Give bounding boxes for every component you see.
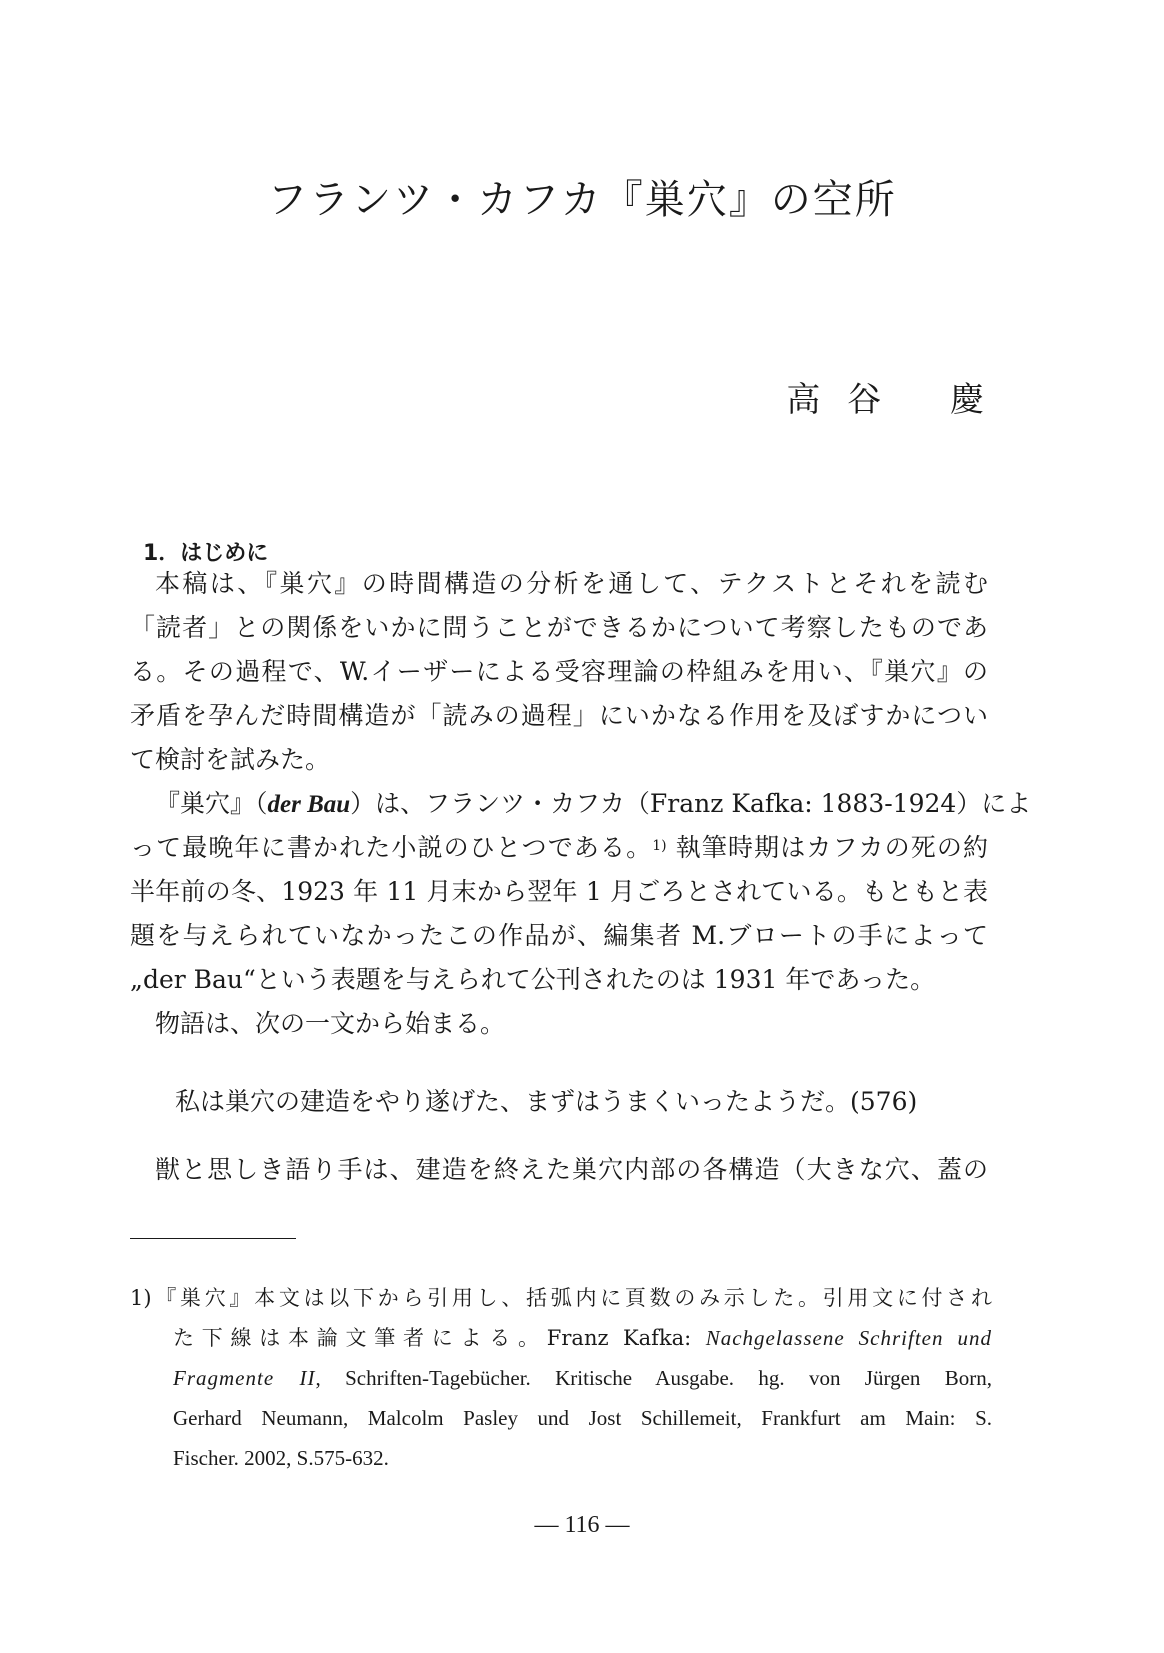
footnote-line-3 [173,1358,992,1398]
body-line-2: 「読者」との関係をいかに問うことができるかについて考察したものであ [130,613,988,642]
para4-line: 獣と思しき語り手は、建造を終えた巣穴内部の各構造（大きな穴、蓋の [155,1155,988,1184]
para2-line-3: 半年前の冬、1923 年 11 月末から翌年 1 月ごろとされている。もともと表 [130,877,988,906]
para2-line-2 [130,826,988,870]
body-line-5: て検討を試みた。 [130,745,331,774]
footnote-line-2 [173,1318,992,1358]
body-line-1: 本稿は、『巣穴』の時間構造の分析を通して、テクストとそれを読む [155,569,988,598]
para2-line-5: „der Bau“という表題を与えられて公刊されたのは 1931 年であった。 [130,965,936,994]
body-line-4: 矛盾を孕んだ時間構造が「読みの過程」にいかなる作用を及ぼすかについ [130,701,988,730]
footnote-ref: 1) [652,838,667,854]
para2-line-2b: 執筆時期はカフカの死の約 [666,833,988,862]
author-name: 高 谷 慶 [786,380,992,420]
footnote-line-2a: た下線は本論文筆者による。Franz Kafka: [173,1326,706,1350]
footnote-line-1: 1)『巣穴』本文は以下から引用し、括弧内に頁数のみ示した。引用文に付され [130,1286,992,1310]
section-heading: 1．はじめに [143,541,269,566]
para2-line-1a: 『巣穴』（ [155,789,268,818]
footnote-line-3b: , Schriften-Tagebücher. Kritische Ausgabe. hg. von Jürgen Born, [315,1366,992,1390]
block-quote: 私は巣穴の建造をやり遂げた、まずはうまくいったようだ。(576) [175,1087,918,1116]
footnote-line-5: Fischer. 2002, S.575-632. [173,1446,389,1470]
para3-line: 物語は、次の一文から始まる。 [155,1009,506,1038]
body-line-3: る。その過程で、W.イーザーによる受容理論の枠組みを用い、『巣穴』の [130,657,988,686]
para2-line-1b: ）は、フランツ・カフカ（Franz Kafka: 1883-1924）によ [350,789,1032,818]
work-title-german: der Bau [267,791,351,818]
para2-line-2a: って最晩年に書かれた小説のひとつである。 [130,833,653,862]
page-number: — 116 — [534,1512,630,1538]
footnote-book-title-1: Nachgelassene Schriften und [705,1326,992,1350]
footnote-line-4: Gerhard Neumann, Malcolm Pasley und Jost Schillemeit, Frankfurt am Main: S. [173,1406,992,1430]
para2-line-4: 題を与えられていなかったこの作品が、編集者 M.ブロートの手によって [130,921,988,950]
paper-title: フランツ・カフカ『巣穴』の空所 [267,177,897,223]
footnote-divider [130,1238,296,1239]
footnote-book-title-2: Fragmente II [173,1366,316,1390]
para2-line-1 [130,782,1032,827]
